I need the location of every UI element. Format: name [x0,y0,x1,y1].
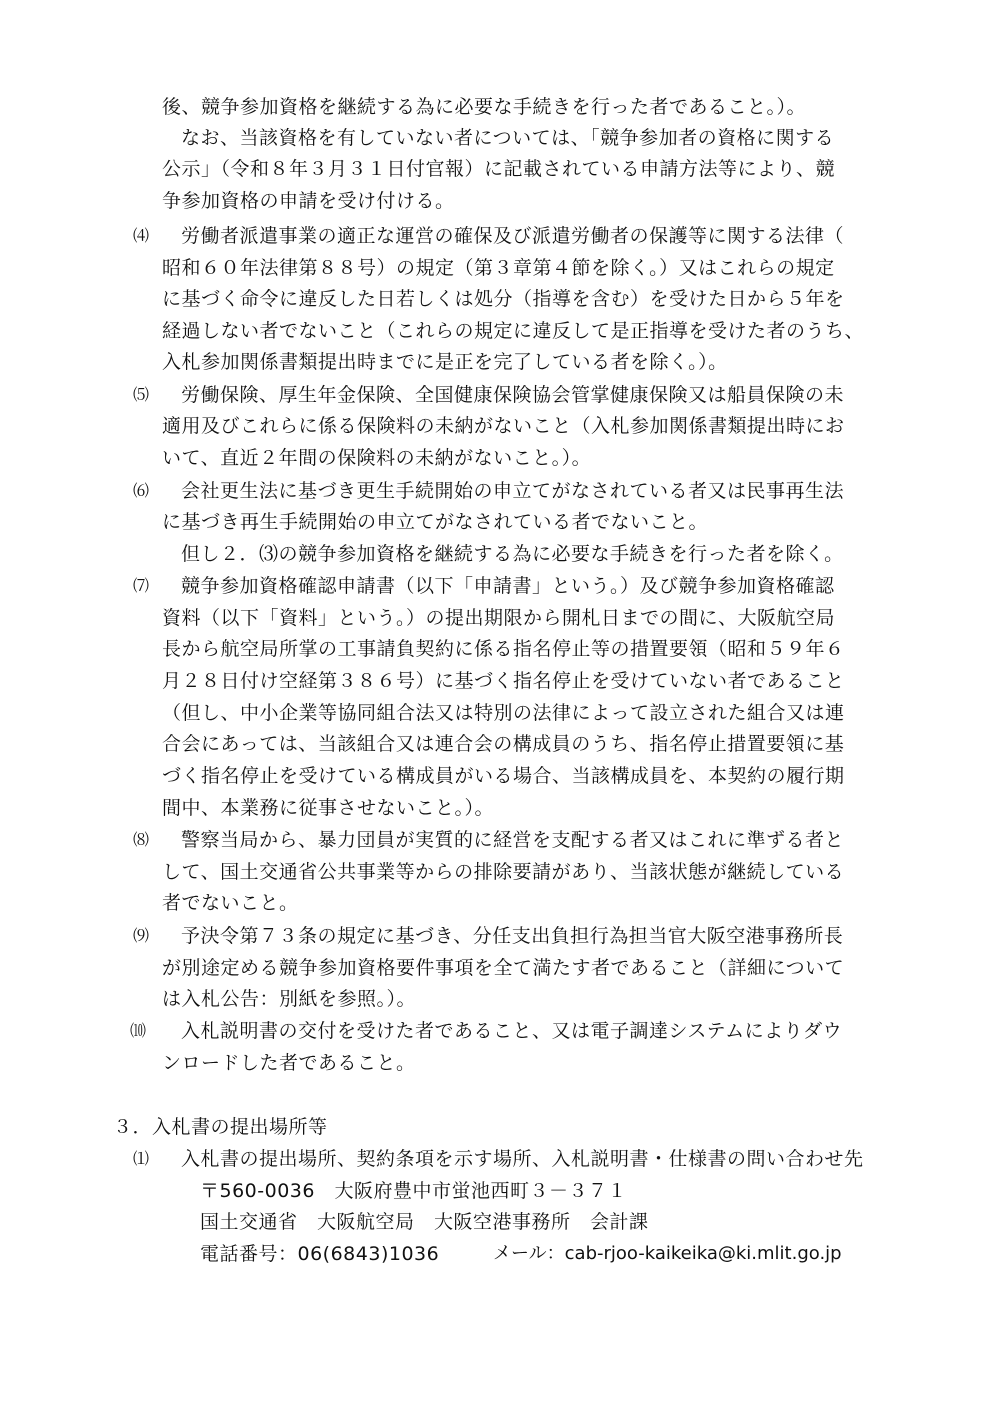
text-line: は入札公告：別紙を参照。）。 [162,988,417,1010]
item-number: ⑻ [133,830,150,849]
text-line: に基づく命令に違反した日若しくは処分（指導を含む）を受けた日から５年を [162,288,845,310]
text-line: 労働保険、厚生年金保険、全国健康保険協会管掌健康保険又は船員保険の未 [181,384,845,406]
text-line: 予決令第７３条の規定に基づき、分任支出負担行為担当官大阪空港事務所長 [181,925,844,947]
text-line: 会社更生法に基づき更生手続開始の申立てがなされている者又は民事再生法 [181,480,845,502]
item-number: ⑸ [133,385,150,404]
text-line: ンロードした者であること。 [162,1052,416,1074]
text-line: 昭和６０年法律第８８号）の規定（第３章第４節を除く。）又はこれらの規定 [162,257,835,279]
item-number: ⑽ [130,1021,147,1040]
text-line: 公示」（令和８年３月３１日付官報）に記載されている申請方法等により、競 [162,158,836,180]
text-line: 適用及びこれらに係る保険料の未納がないこと（入札参加関係書類提出時にお [162,415,845,437]
text-line: なお、当該資格を有していない者については、「競争参加者の資格に関する [181,127,835,149]
text-line: 争参加資格の申請を受け付ける。 [162,190,455,212]
text-line: いて、直近２年間の保険料の未納がないこと。）。 [162,447,592,469]
text-line: 長から航空局所掌の工事請負契約に係る指名停止等の措置要領（昭和５９年６ [162,638,845,660]
text-line: 警察当局から、暴力団員が実質的に経営を支配する者又はこれに準ずる者と [181,829,845,851]
text-line: して、国土交通省公共事業等からの排除要請があり、当該状態が継続している [162,861,845,883]
section-heading: ３．入札書の提出場所等 [113,1116,328,1138]
phone-number: 電話番号：06(6843)1036 [200,1243,440,1265]
item-number: ⑹ [133,481,150,500]
text-line: 但し２．⑶の競争参加資格を継続する為に必要な手続きを行った者を除く。 [181,543,844,565]
text-line: 入札書の提出場所、契約条項を示す場所、入札説明書・仕様書の問い合わせ先 [181,1148,864,1170]
text-line: 資料（以下「資料」という。）の提出期限から開札日までの間に、大阪航空局 [162,607,836,629]
text-line: 経過しない者でないこと（これらの規定に違反して是正指導を受けた者のうち、 [162,320,865,342]
email-address: メール：cab-rjoo-kaikeika@ki.mlit.go.jp [493,1243,842,1264]
text-line: 競争参加資格確認申請書（以下「申請書」という。）及び競争参加資格確認 [181,575,835,597]
text-line: 合会にあっては、当該組合又は連合会の構成員のうち、指名停止措置要領に基 [162,733,845,755]
text-line: 後、競争参加資格を継続する為に必要な手続きを行った者であること。）。 [162,96,807,118]
item-number: ⑺ [133,576,150,595]
text-line: づく指名停止を受けている構成員がいる場合、当該構成員を、本契約の履行期 [162,765,845,787]
item-number: ⑷ [133,226,150,245]
text-line: 入札説明書の交付を受けた者であること、又は電子調達システムによりダウ [181,1020,843,1042]
text-line: に基づき再生手続開始の申立てがなされている者でないこと。 [162,511,709,533]
text-line: 間中、本業務に従事させないこと。）。 [162,797,495,819]
text-line: 者でないこと。 [162,892,299,914]
address-line: 〒560-0036 大阪府豊中市蛍池西町３－３７１ [200,1180,627,1202]
text-line: 労働者派遣事業の適正な運営の確保及び派遣労働者の保護等に関する法律（ [181,225,845,247]
text-line: （但し、中小企業等協同組合法又は特別の法律によって設立された組合又は連 [162,702,845,724]
item-number: ⑴ [133,1149,150,1168]
office-line: 国土交通省 大阪航空局 大阪空港事務所 会計課 [200,1211,649,1233]
text-line: が別途定める競争参加資格要件事項を全て満たす者であること（詳細について [162,957,845,979]
text-line: 月２８日付け空経第３８６号）に基づく指名停止を受けていない者であること [162,670,845,692]
text-line: 入札参加関係書類提出時までに是正を完了している者を除く。）。 [162,351,728,373]
item-number: ⑼ [133,926,150,945]
